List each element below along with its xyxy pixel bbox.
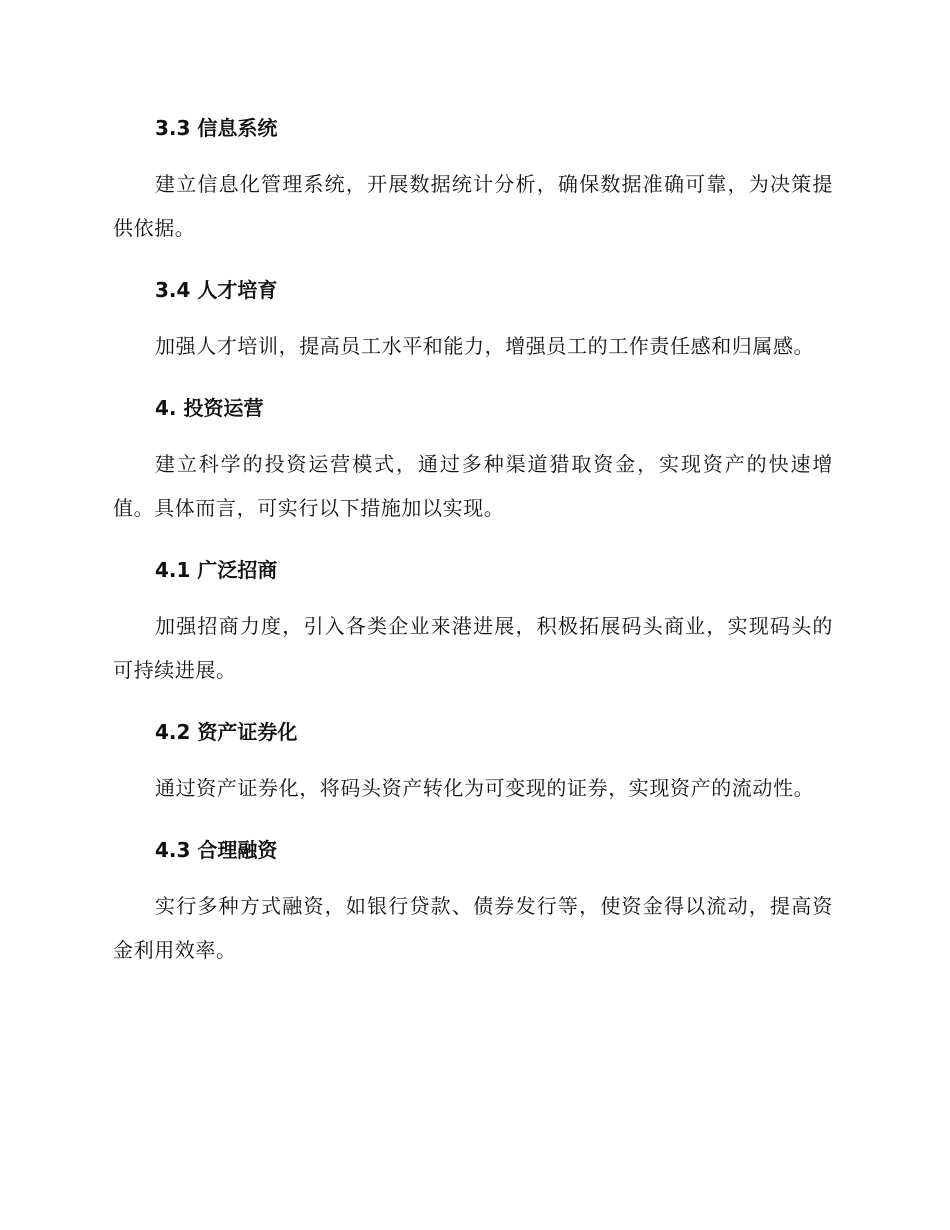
section-heading-4-2: 4.2 资产证券化 — [155, 720, 298, 744]
section-paragraph-4-2: 通过资产证券化，将码头资产转化为可变现的证券，实现资产的流动性。 — [155, 776, 815, 800]
section-paragraph-3-4: 加强人才培训，提高员工水平和能力，增强员工的工作责任感和归属感。 — [155, 334, 815, 358]
section-heading-4-3: 4.3 合理融资 — [155, 838, 278, 862]
section-paragraph-3-3: 建立信息化管理系统，开展数据统计分析，确保数据准确可靠，为决策提供依据。 — [113, 172, 833, 240]
section-paragraph-4-3: 实行多种方式融资，如银行贷款、债券发行等，使资金得以流动，提高资金利用效率。 — [113, 894, 833, 962]
section-heading-4-1: 4.1 广泛招商 — [155, 558, 278, 582]
section-paragraph-4: 建立科学的投资运营模式，通过多种渠道猎取资金，实现资产的快速增值。具体而言，可实行以下措施加以实现。 — [113, 452, 833, 520]
document-body — [113, 108, 833, 992]
section-heading-3-4: 3.4 人才培育 — [155, 278, 278, 302]
section-paragraph-4-1: 加强招商力度，引入各类企业来港进展，积极拓展码头商业，实现码头的可持续进展。 — [113, 614, 833, 682]
section-heading-4: 4. 投资运营 — [155, 396, 264, 420]
section-heading-3-3: 3.3 信息系统 — [155, 116, 278, 140]
